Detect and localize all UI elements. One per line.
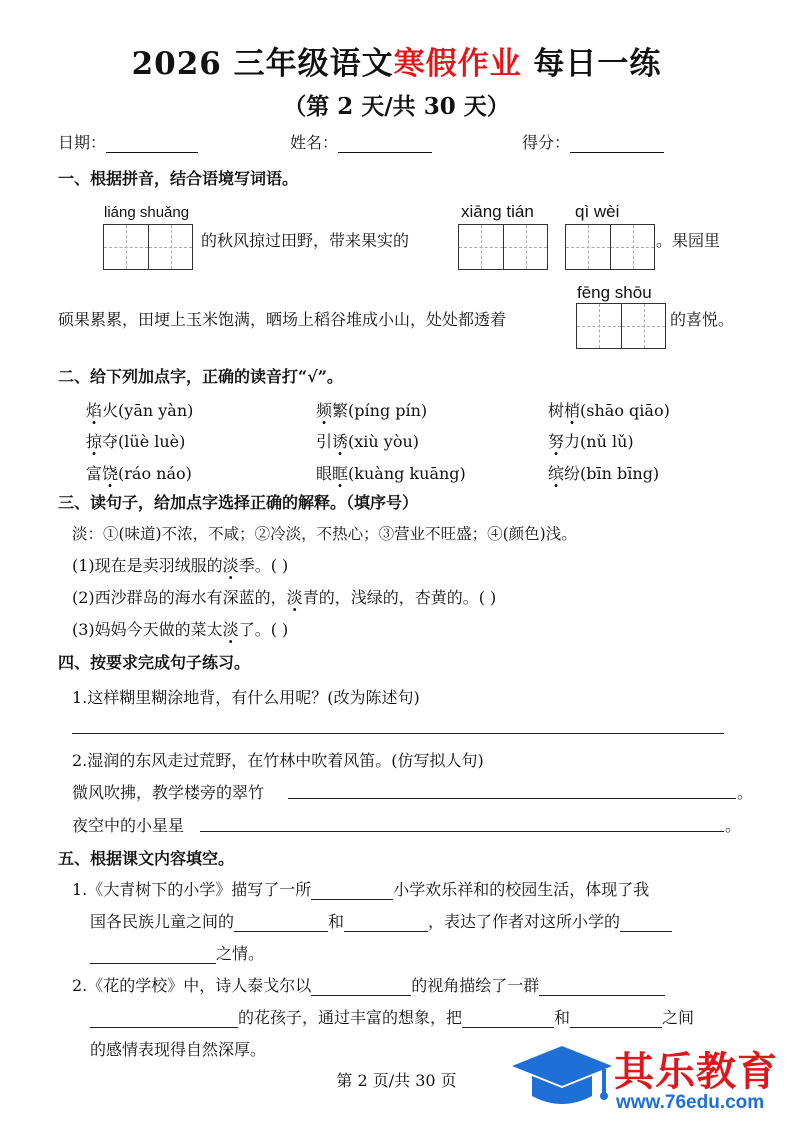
blank[interactable]	[90, 1009, 238, 1028]
page-title: 2026 三年级语文寒假作业 每日一练	[131, 46, 662, 82]
s5-q2-line-2: 的花孩子，通过丰富的想象，把 和 之间	[90, 1005, 694, 1028]
blank[interactable]	[462, 1009, 554, 1028]
section-1-heading: 一、根据拼音，结合语境写词语。	[58, 169, 299, 188]
title-highlight: 寒假作业	[393, 46, 522, 82]
grid-cell[interactable]	[459, 225, 503, 269]
s1-text-1: 的秋风掠过田野，带来果实的	[201, 231, 410, 250]
s4-question-2: 2.湿润的东风走过荒野，在竹林中吹着风笛。(仿写拟人句)	[72, 751, 484, 770]
section-5-heading: 五、根据课文内容填空。	[58, 849, 235, 868]
s4-line-2-end: 。	[725, 816, 742, 835]
s5-q1-line-2: 国各民族儿童之间的 和 ，表达了作者对这所小学的	[90, 909, 672, 932]
brand-name: 其乐教育	[614, 1049, 778, 1095]
s1-text-2: 。果园里	[656, 231, 721, 250]
page-subtitle: （第 2 天/共 30 天）	[283, 93, 510, 120]
grid-cell[interactable]	[148, 225, 192, 269]
answer-grid-3[interactable]	[565, 224, 655, 270]
answer-line-3[interactable]	[200, 830, 724, 832]
section-3-heading: 三、读句子，给加点字选择正确的解释。（填序号）	[58, 493, 419, 512]
answer-grid-4[interactable]	[576, 303, 666, 349]
score-field: 得分：	[522, 130, 664, 153]
s3-question-2: (2)西沙群岛的海水有深蓝的，淡青的，浅绿的，杏黄的。( )	[72, 588, 497, 607]
answer-line-2[interactable]	[288, 797, 736, 799]
answer-grid-2[interactable]	[458, 224, 548, 270]
s4-line-1-end: 。	[737, 783, 754, 802]
blank[interactable]	[344, 913, 428, 932]
grid-cell[interactable]	[577, 304, 621, 348]
grid-cell[interactable]	[566, 225, 610, 269]
section-4-heading: 四、按要求完成句子练习。	[58, 653, 251, 672]
s5-q1-line-3: 之情。	[90, 941, 264, 964]
answer-grid-1[interactable]	[103, 224, 193, 270]
pron-item-4: 掠夺(lüè luè)	[86, 432, 186, 451]
pinyin-3: qì wèi	[575, 202, 620, 221]
blank[interactable]	[234, 913, 328, 932]
blank[interactable]	[311, 977, 411, 996]
s4-line-1-text: 微风吹拂，教学楼旁的翠竹	[72, 783, 265, 802]
grid-cell[interactable]	[621, 304, 665, 348]
graduation-cap-icon	[510, 1042, 614, 1112]
score-line[interactable]	[570, 134, 664, 153]
page-number: 第 2 页/共 30 页	[336, 1071, 457, 1090]
name-line[interactable]	[338, 134, 432, 153]
pinyin-1: liáng shuǎng	[104, 204, 190, 221]
s1-text-4: 的喜悦。	[670, 310, 735, 329]
pinyin-2: xiāng tián	[461, 202, 534, 221]
s1-text-3: 硕果累累，田埂上玉米饱满，晒场上稻谷堆成小山，处处都透着	[58, 310, 507, 329]
grid-cell[interactable]	[503, 225, 547, 269]
pinyin-4: fēng shōu	[577, 283, 652, 302]
s3-question-1: (1)现在是卖羽绒服的淡季。( )	[72, 556, 289, 575]
pron-item-1: 焰火(yān yàn)	[86, 401, 194, 420]
grid-cell[interactable]	[104, 225, 148, 269]
pron-item-7: 富饶(ráo náo)	[86, 464, 192, 483]
pron-item-6: 努力(nǔ lǔ)	[548, 432, 634, 451]
date-field: 日期：	[58, 130, 198, 153]
s5-q1-line-1: 1.《大青树下的小学》描写了一所 小学欢乐祥和的校园生活，体现了我	[72, 880, 650, 899]
grid-cell[interactable]	[610, 225, 654, 269]
pron-item-2: 频繁(píng pín)	[316, 401, 428, 420]
name-field: 姓名：	[290, 130, 432, 153]
blank[interactable]	[570, 1009, 662, 1028]
pron-item-8: 眼眶(kuàng kuāng)	[316, 464, 466, 483]
pron-item-9: 缤纷(bīn bīng)	[548, 464, 660, 483]
s5-q2-line-3: 的感情表现得自然深厚。	[90, 1040, 267, 1059]
blank[interactable]	[90, 945, 216, 964]
s5-q2-line-1: 2.《花的学校》中，诗人泰戈尔以 的视角描绘了一群	[72, 973, 665, 996]
date-line[interactable]	[106, 134, 198, 153]
pron-item-5: 引诱(xiù yòu)	[316, 432, 420, 451]
brand-url: www.76edu.com	[616, 1092, 765, 1113]
pron-item-3: 树梢(shāo qiāo)	[548, 401, 670, 420]
blank[interactable]	[311, 881, 393, 900]
definition-list: 淡：①(味道)不浓，不咸；②冷淡，不热心；③营业不旺盛；④(颜色)浅。	[72, 525, 577, 543]
s4-question-1: 1.这样糊里糊涂地背，有什么用呢？(改为陈述句)	[72, 688, 420, 707]
answer-line-1[interactable]	[72, 732, 724, 734]
blank[interactable]	[620, 913, 672, 932]
brand-logo	[510, 1034, 790, 1118]
blank[interactable]	[539, 977, 665, 996]
s3-question-3: (3)妈妈今天做的菜太淡了。( )	[72, 620, 289, 639]
section-2-heading: 二、给下列加点字，正确的读音打“√”。	[58, 367, 343, 386]
s4-line-2-text: 夜空中的小星星	[72, 816, 185, 835]
